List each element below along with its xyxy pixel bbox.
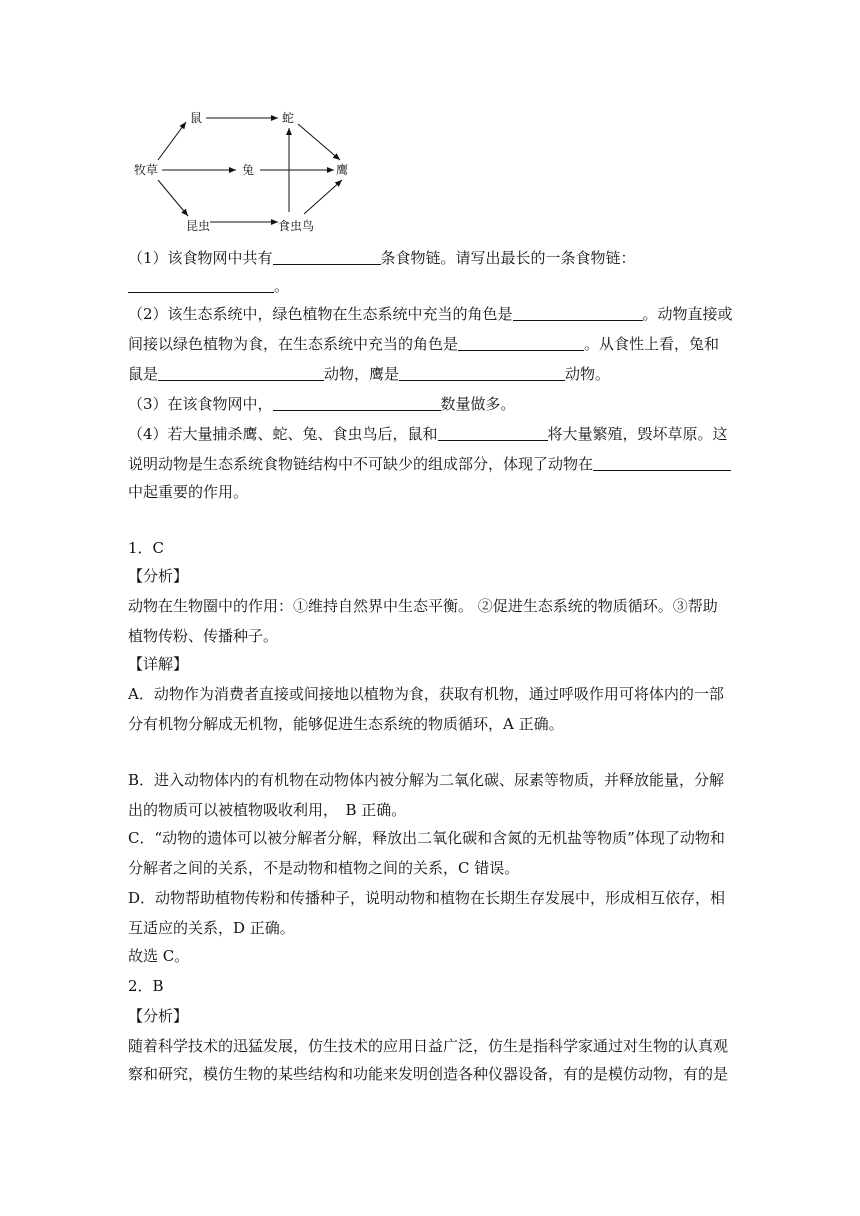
- arrow-snake-eagle: [298, 124, 340, 160]
- answer-1-option-c-line-1: C．“动物的遗体可以被分解者分解，释放出二氧化碳和含氮的无机盐等物质”体现了动物和: [128, 829, 725, 847]
- food-web-diagram: [128, 102, 368, 236]
- answer-1-detail-tag: 【详解】: [128, 655, 189, 673]
- node-mouse: 鼠: [190, 111, 203, 125]
- answer-2-analysis-tag: 【分析】: [128, 1007, 189, 1025]
- arrow-pasture-insect: [158, 180, 188, 216]
- answer-1-option-b-line-1: B．进入动物体内的有机物在动物体内被分解为二氧化碳、尿素等物质，并释放能量，分解: [128, 771, 725, 789]
- answer-1-option-b-line-2: 出的物质可以被植物吸收利用， B 正确。: [128, 801, 407, 819]
- question-1-line-2: [128, 276, 732, 296]
- question-4-line-2: [128, 454, 732, 474]
- question-1-line-1: [128, 248, 732, 268]
- q2-blank-rabbit-mouse-type[interactable]: [158, 365, 324, 381]
- answer-1-analysis-tag: 【分析】: [128, 567, 189, 585]
- q1-blank-chain[interactable]: [128, 277, 274, 293]
- q2-text-f: 动物，鹰是: [324, 365, 400, 383]
- node-bird: 食虫鸟: [278, 219, 315, 233]
- question-2-line-1: [128, 304, 732, 324]
- answer-1-option-c-line-2: 分解者之间的关系，不是动物和植物之间的关系，C 错误。: [128, 859, 520, 877]
- answer-2-analysis-line-1: 随着科学技术的迅猛发展，仿生技术的应用日益广泛，仿生是指科学家通过对生物的认真观: [128, 1037, 729, 1055]
- q2-text-e: 鼠是: [128, 365, 159, 383]
- answer-1-option-d-line-1: D．动物帮助植物传粉和传播种子，说明动物和植物在长期生存发展中，形成相互依存，相: [128, 889, 726, 907]
- question-4-line-3: [128, 482, 732, 502]
- answer-1-choice: 故选 C。: [128, 947, 190, 965]
- q3-text-b: 数量做多。: [440, 395, 516, 413]
- q2-text-c: 间接以绿色植物为食，在生态系统中充当的角色是: [128, 335, 459, 353]
- question-2-line-2: [128, 334, 732, 354]
- q2-text-d: 。从食性上看，兔和: [584, 335, 720, 353]
- q1-text-c: 。: [274, 277, 290, 295]
- q1-text-b: 条食物链。请写出最长的一条食物链：: [380, 249, 636, 267]
- question-3-line-1: [128, 394, 732, 414]
- q1-blank-count[interactable]: [273, 249, 381, 265]
- q4-blank-animal[interactable]: [438, 425, 548, 441]
- q2-blank-animal-role[interactable]: [458, 335, 584, 351]
- q2-blank-eagle-type[interactable]: [399, 365, 565, 381]
- q4-blank-role[interactable]: [593, 455, 731, 471]
- q3-blank-most[interactable]: [273, 395, 441, 411]
- q4-text-c: 说明动物是生态系统食物链结构中不可缺少的组成部分，体现了动物在: [128, 455, 594, 473]
- question-2-line-3: [128, 364, 732, 384]
- answer-1-option-a-line-2: 分有机物分解成无机物，能够促进生态系统的物质循环，A 正确。: [128, 715, 564, 733]
- answer-1-option-d-line-2: 互适应的关系，D 正确。: [128, 919, 295, 937]
- answer-1-analysis-line-1: 动物在生物圈中的作用：①维持自然界中生态平衡。 ②促进生态系统的物质循环。③帮助: [128, 597, 718, 615]
- answer-2-analysis-line-2: 察和研究，模仿生物的某些结构和功能来发明创造各种仪器设备，有的是模仿动物，有的是: [128, 1065, 729, 1083]
- node-eagle: 鹰: [336, 163, 349, 177]
- answer-1-analysis-line-2: 植物传粉、传播种子。: [128, 627, 279, 645]
- q2-blank-plant-role[interactable]: [513, 305, 643, 321]
- q2-text-a: （2）该生态系统中，绿色植物在生态系统中充当的角色是: [128, 305, 513, 323]
- arrow-pasture-mouse: [158, 122, 186, 160]
- node-rabbit: 兔: [242, 163, 255, 177]
- q3-text-a: （3）在该食物网中，: [128, 395, 273, 413]
- node-snake: 蛇: [282, 111, 295, 125]
- answer-2-heading: 2．B: [128, 977, 164, 995]
- q4-text-d: 中起重要的作用。: [128, 483, 249, 501]
- q1-text-a: （1）该食物网中共有: [128, 249, 273, 267]
- arrow-bird-eagle: [304, 180, 342, 214]
- node-insect: 昆虫: [186, 219, 211, 233]
- answer-1-heading: 1．C: [128, 539, 165, 557]
- q4-text-a: （4）若大量捕杀鹰、蛇、兔、食虫鸟后，鼠和: [128, 425, 438, 443]
- q4-text-b: 将大量繁殖，毁坏草原。这: [547, 425, 728, 443]
- q2-text-b: 。动物直接或: [642, 305, 733, 323]
- q2-text-g: 动物。: [565, 365, 611, 383]
- question-4-line-1: [128, 424, 732, 444]
- answer-1-option-a-line-1: A．动物作为消费者直接或间接地以植物为食，获取有机物，通过呼吸作用可将体内的一部: [128, 685, 724, 703]
- node-pasture: 牧草: [134, 163, 159, 177]
